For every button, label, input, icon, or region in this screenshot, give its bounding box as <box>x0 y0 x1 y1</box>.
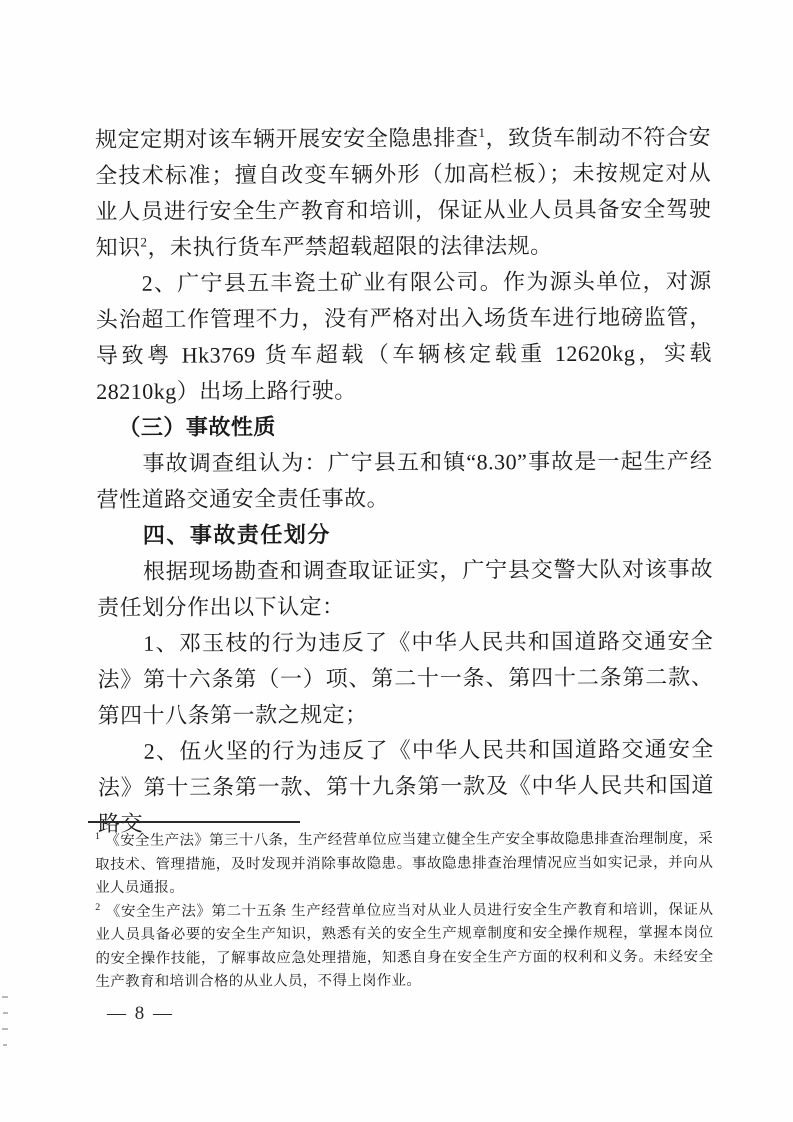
footnote-text: 《安全生产法》第三十八条，生产经营单位应当建立健全生产安全事故隐患排查治理制度，采取技术、管理措施，及时发现并消除事故隐患。事故隐患排查治理情况应当如实记录，并向从业人员通报。 <box>95 830 714 896</box>
footnote <box>95 828 713 901</box>
document-body <box>95 119 714 842</box>
paragraph <box>95 119 712 266</box>
section-heading <box>96 407 712 446</box>
scan-artifact <box>3 1044 7 1046</box>
paragraph <box>96 263 713 410</box>
text-run: ，未执行货车严禁超载超限的法律法规。 <box>147 233 553 260</box>
footnote <box>95 898 713 994</box>
scan-artifact <box>2 1028 8 1030</box>
text-run: 事故调查组认为：广宁县五和镇“8.30”事故是一起生产经营性道路交通安全责任事故。 <box>96 448 713 512</box>
footnote-separator <box>88 821 300 823</box>
paragraph <box>98 731 714 842</box>
text-run: 2、广宁县五丰瓷土矿业有限公司。作为源头单位，对源头治超工作管理不力，没有严格对出入场货车进行地磅监管，导致粤 Hk3769 货车超载（车辆核定载重 12620kg，实载 28210kg）出场上路行驶。 <box>95 268 713 404</box>
text-run: （三）事故性质 <box>118 414 276 440</box>
footnotes-section <box>95 828 714 995</box>
footnote-marker: 1 <box>95 831 101 843</box>
page-number: — 8 — <box>107 1003 174 1024</box>
paragraph <box>97 623 713 734</box>
text-run: ，致货车制动不符合安全技术标准；擅自改变车辆外形（加高栏板）；未按规定对从业人员进行安全生产教育和培训，保证从业人员具备安全驾驶知识 <box>95 124 712 260</box>
footnote-reference: 2 <box>140 234 148 250</box>
text-run: 四、事故责任划分 <box>142 521 331 548</box>
paragraph <box>97 551 713 626</box>
footnote-text: 《安全生产法》第二十五条 生产经营单位应当对从业人员进行安全生产教育和培训，保证从业人员具备必要的安全生产知识，熟悉有关的安全生产规章制度和安全操作规程，掌握本岗位的安全操作技能，了解事故应急处理措施，知悉自身在安全生产方面的权利和义务。未经安全生产教育和培训合格的从业人员，不得上岗作业。 <box>95 901 714 990</box>
scan-artifact <box>3 1012 8 1014</box>
footnote-reference: 1 <box>478 124 486 140</box>
paragraph <box>96 443 712 518</box>
text-run: 规定定期对该车辆开展安安全隐患排查 <box>95 125 479 152</box>
section-heading <box>97 515 713 554</box>
text-run: 1、邓玉枝的行为违反了《中华人民共和国道路交通安全法》第十六条第（一）项、第二十一条、第四十二条第二款、第四十八条第一款之规定； <box>97 628 714 728</box>
footnote-marker: 2 <box>95 901 101 913</box>
text-run: 2、伍火坚的行为违反了《中华人民共和国道路交通安全法》第十三条第一款、第十九条第一款及《中华人民共和国道路交 <box>97 736 714 836</box>
scan-artifact <box>2 996 8 998</box>
text-run: 根据现场勘查和调查取证证实，广宁县交警大队对该事故责任划分作出以下认定： <box>97 556 714 620</box>
